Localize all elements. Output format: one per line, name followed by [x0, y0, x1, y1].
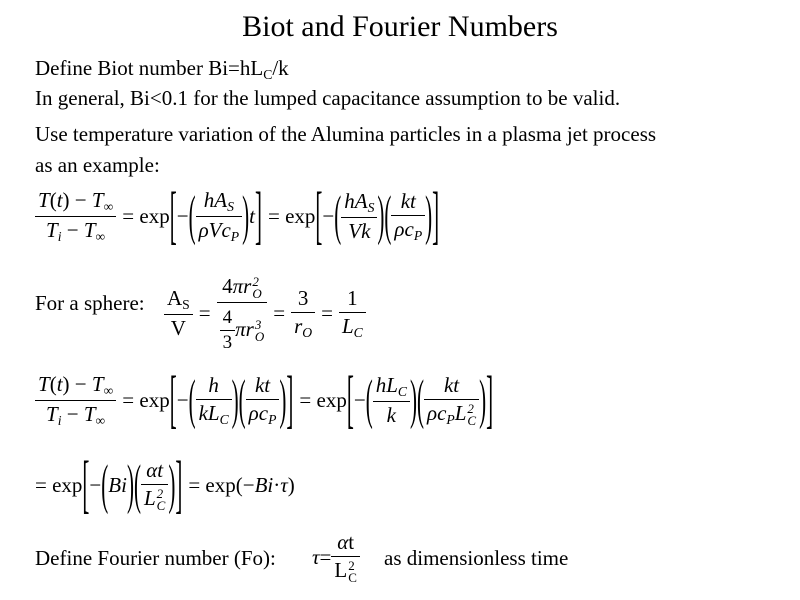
slide-title: Biot and Fourier Numbers: [242, 10, 558, 43]
biot-def-subscript: C: [263, 67, 273, 83]
equation-lumped-expanded: $\frac{T(t) - T_\infty}{T_i - T_\infty}$ = exp [ − ( $\frac{h}{kL_C}$ ) ( $\frac{kt}{\rho c_P}$ ) ] = exp [ − ( $\frac{hL_C}{k}$ ) ( kt $\rho c_PL$ 2 C ) ]: [35, 372, 493, 429]
lumped-criterion-text: In general, Bi<0.1 for the lumped capacitance assumption to be valid.: [35, 86, 621, 110]
biot-def-text: Define Biot number Bi=hL: [35, 56, 264, 80]
biot-def-suffix: /k: [272, 56, 289, 80]
biot-definition: [35, 56, 289, 83]
equation-biot-fourier: = exp [ − ( Bi ) ( αt L 2 C ) ] = exp(− Bi · τ ): [35, 446, 295, 521]
example-intro-text: Use temperature variation of the Alumina particles in a plasma jet process: [35, 122, 657, 146]
example-intro-text-2: as an example:: [35, 153, 160, 177]
sphere-label: For a sphere:: [35, 291, 145, 315]
fourier-definition-label: Define Fourier number (Fo):: [35, 546, 276, 570]
equation-sphere-ratio: $\frac{A_S}{V}$ = 4πr 2 O $\frac{4}{3}$ πr 3 O = $\frac{3}{r_O}$ = $\frac{1}{L_C}$: [164, 274, 366, 354]
fourier-definition-suffix: as dimensionless time: [384, 546, 569, 570]
equation-fourier: τ = αt L 2 C: [312, 530, 360, 585]
equation-lumped-temperature: $\frac{T(t) - T_\infty}{T_i - T_\infty}$ = exp [ − ( $\frac{hA_S}{\rho Vc_P}$ ) t ] = exp [ − ( $\frac{hA_S}{Vk}$ ) ( $\frac{kt}{\rho c_P}$ ) ]: [35, 188, 439, 245]
